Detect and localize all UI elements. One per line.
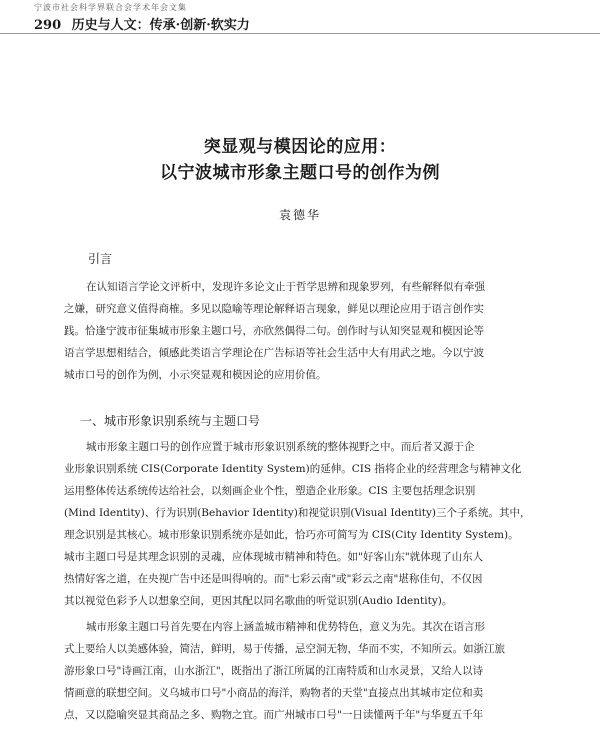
text-line: 热情好客之道，在央视广告中还是叫得响的。而"七彩云南"或"彩云之南"堪称佳句，不仅因 bbox=[64, 573, 483, 585]
author: 袁德华 bbox=[278, 208, 321, 222]
text-line: 城市形象主题口号的创作应置于城市形象识别系统的整体视野之中。而后者又源于企 bbox=[86, 441, 475, 453]
text-line: 游形象口号"诗画江南，山水浙江"，既指出了浙江所属的江南特质和山水灵景，又给人以诗 bbox=[64, 665, 484, 677]
intro-heading: 引言 bbox=[88, 252, 113, 266]
text-line: 理念识别是其核心。城市形象识别系统亦是如此，恰巧亦可简写为 CIS(City Identity System)。 bbox=[64, 529, 519, 541]
page-number: 290 bbox=[34, 18, 62, 33]
article-title-line1: 突显观与模因论的应用： bbox=[203, 137, 397, 157]
text-line: 业形象识别系统 CIS(Corporate Identity System)的延伸。CIS 指将企业的经营理念与精神文化 bbox=[64, 463, 522, 475]
section1-heading: 一、城市形象识别系统与主题口号 bbox=[80, 414, 261, 428]
text-line: 点，又以隐喻突显其商品之多、购物之宜。而广州城市口号"一日读懂两千年"与华夏五千年 bbox=[64, 709, 484, 721]
text-line: 城市形象主题口号首先要在内容上涵盖城市精神和优势特色，意义为先。其次在语言形 bbox=[86, 621, 485, 633]
header-rule bbox=[0, 33, 600, 34]
text-line: 城市主题口号是其理念识别的灵魂，应体现城市精神和特色。如"好客山东"就体现了山东人 bbox=[64, 551, 484, 563]
text-line: 之嫌，研究意义值得商榷。多见以隐喻等理论解释语言现象，鲜见以理论应用于语言创作实 bbox=[64, 303, 484, 315]
text-line: 语言学思想相结合，倾感此类语言学理论在广告标语等社会生活中大有用武之地。今以宁波 bbox=[64, 347, 484, 359]
text-line: 式上要给人以美感体验，简洁，鲜明，易于传播，忌空洞无物，华而不实，不知所云。如浙江旅 bbox=[64, 643, 505, 655]
text-line: 运用整体传达系统传达给社会，以刻画企业个性，塑造企业形象。CIS 主要包括理念识别 bbox=[64, 485, 476, 497]
running-title: 历史与人文：传承·创新·软实力 bbox=[71, 18, 250, 33]
article-title-line2: 以宁波城市形象主题口号的创作为例 bbox=[160, 163, 440, 183]
text-line: 城市口号的创作为例，小示突显观和模因论的应用价值。 bbox=[64, 369, 327, 381]
text-line: 在认知语言学论文评析中，发现许多论文止于哲学思辨和现象罗列，有些解释似有牵强 bbox=[86, 281, 485, 293]
running-head bbox=[34, 14, 250, 33]
text-line: (Mind Identity)、行为识别(Behavior Identity)和视觉识别(Visual Identity)三个子系统。其中， bbox=[64, 507, 531, 519]
text-line: 情画意的联想空间。义乌城市口号"小商品的海洋，购物者的天堂"直接点出其城市定位和卖 bbox=[64, 687, 484, 699]
text-line: 践。恰逢宁波市征集城市形象主题口号，亦欣然偶得二句。创作时与认知突显观和模因论等 bbox=[64, 325, 484, 337]
top-note: 宁波市社会科学界联合会学术年会文集 bbox=[34, 3, 187, 12]
text-line: 其以视觉色彩予人以想象空间，更因其配以同名歌曲的听觉识别(Audio Identity)。 bbox=[64, 595, 453, 607]
